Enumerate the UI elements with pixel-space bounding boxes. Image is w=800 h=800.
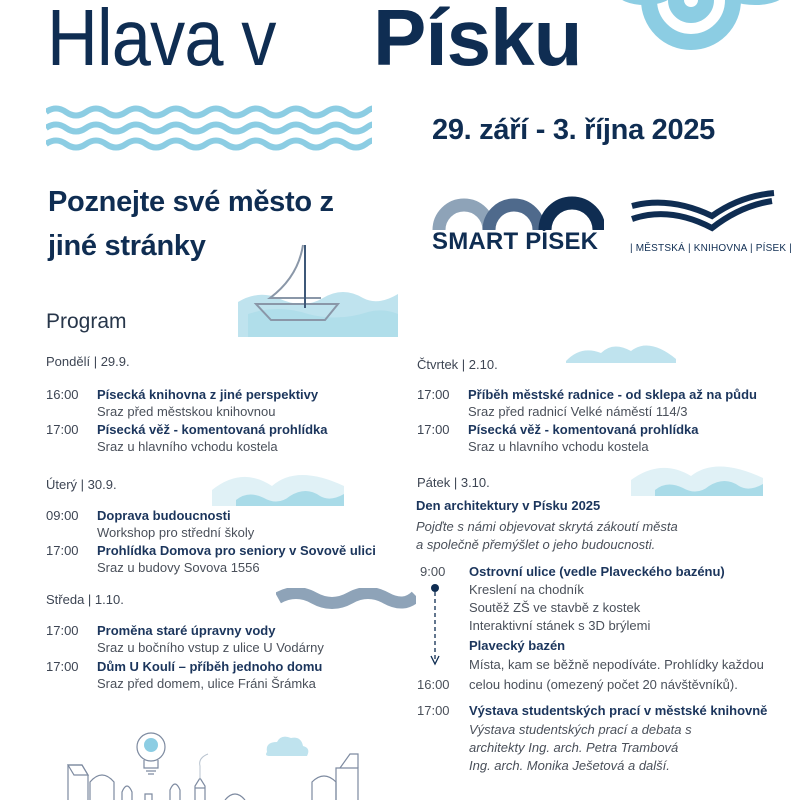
title-light: Hlava v [47, 0, 276, 82]
activity-item: Interaktivní stánek s 3D brýlemi [469, 618, 651, 633]
waves-decoration-icon [46, 104, 372, 154]
event-place: Sraz před městskou knihovnou [97, 404, 276, 419]
day-friday: Pátek | 3.10. [417, 475, 490, 490]
title-bold: Písku [373, 0, 582, 82]
event-place: Sraz u hlavního vchodu kostela [468, 439, 649, 454]
friday-end-time: 16:00 [417, 677, 450, 692]
event-name: Doprava budoucnosti [97, 508, 231, 523]
evening-desc-line: Výstava studentských prací a debata s [469, 722, 692, 737]
smart-pisek-logo-icon [432, 190, 604, 230]
evening-event-name: Výstava studentských prací v městské knihovně [469, 703, 768, 718]
friday-intro-line2: a společně přemýšlet o jeho budoucnosti. [416, 537, 656, 552]
event-place: Sraz před radnicí Velké náměstí 114/3 [468, 404, 688, 419]
program-heading: Program [46, 310, 127, 333]
event-place: Workshop pro střední školy [97, 525, 255, 540]
smart-pisek-label: SMART PÍSEK [432, 228, 599, 255]
library-label: | MĚSTSKÁ | KNIHOVNA | PÍSEK | [630, 243, 792, 254]
event-time: 09:00 [46, 508, 79, 523]
event-name: Prohlídka Domova pro seniory v Sovově ulici [97, 543, 376, 558]
friday-start-time: 9:00 [420, 564, 446, 579]
bazen-desc-line1: Místa, kam se běžně nepodíváte. Prohlídky každou [469, 657, 764, 672]
location-bazen: Plavecký bazén [469, 638, 566, 653]
event-title [47, 0, 582, 82]
day-monday: Pondělí | 29.9. [46, 354, 130, 369]
event-time: 17:00 [417, 387, 450, 402]
event-place: Sraz u budovy Sovova 1556 [97, 560, 260, 575]
subtitle-line2: jiné stránky [48, 230, 206, 262]
event-time: 16:00 [46, 387, 79, 402]
event-name: Písecká věž - komentovaná prohlídka [468, 422, 699, 437]
event-time: 17:00 [46, 543, 79, 558]
day-tuesday: Úterý | 30.9. [46, 477, 117, 492]
event-name: Písecká knihovna z jiné perspektivy [97, 387, 319, 402]
grey-wave-decoration-icon [276, 588, 416, 616]
circles-logo-icon [605, 0, 800, 65]
event-time: 17:00 [46, 659, 79, 674]
event-time: 17:00 [417, 422, 450, 437]
event-place: Sraz před domem, ulice Fráni Šrámka [97, 676, 316, 691]
subtitle-line1: Poznejte své město z [48, 186, 334, 218]
event-name: Příběh městské radnice - od sklepa až na půdu [468, 387, 757, 402]
day-thursday: Čtvrtek | 2.10. [417, 357, 498, 372]
activity-item: Soutěž ZŠ ve stavbě z kostek [469, 600, 641, 615]
sailboat-illustration-icon [238, 232, 398, 337]
friday-intro-line1: Pojďte s námi objevovat skrytá zákoutí města [416, 519, 678, 534]
activity-item: Kreslení na chodník [469, 582, 584, 597]
event-name: Písecká věž - komentovaná prohlídka [97, 422, 328, 437]
hills-decoration-icon [212, 470, 344, 506]
event-time: 17:00 [46, 623, 79, 638]
day-wednesday: Středa | 1.10. [46, 592, 124, 607]
hills-decoration-icon [631, 462, 763, 496]
location-ostrovni: Ostrovní ulice (vedle Plaveckého bazénu) [469, 564, 725, 579]
bazen-desc-line2: celou hodinu (omezený počet 20 návštěvníků). [469, 677, 738, 692]
hills-decoration-icon [566, 343, 676, 363]
date-range: 29. září - 3. října 2025 [432, 114, 715, 146]
event-name: Dům U Koulí – příběh jednoho domu [97, 659, 323, 674]
event-place: Sraz u bočního vstup z ulice U Vodárny [97, 640, 324, 655]
evening-desc-line: architekty Ing. arch. Petra Trambová [469, 740, 679, 755]
library-book-logo-icon [630, 188, 775, 233]
evening-time: 17:00 [417, 703, 450, 718]
friday-headline: Den architektury v Písku 2025 [416, 498, 601, 513]
evening-desc-line: Ing. arch. Monika Ješetová a další. [469, 758, 670, 773]
event-place: Sraz u hlavního vchodu kostela [97, 439, 278, 454]
city-skyline-illustration-icon [60, 730, 370, 800]
timeline-arrow-icon [429, 583, 441, 667]
event-name: Proměna staré úpravny vody [97, 623, 276, 638]
event-time: 17:00 [46, 422, 79, 437]
